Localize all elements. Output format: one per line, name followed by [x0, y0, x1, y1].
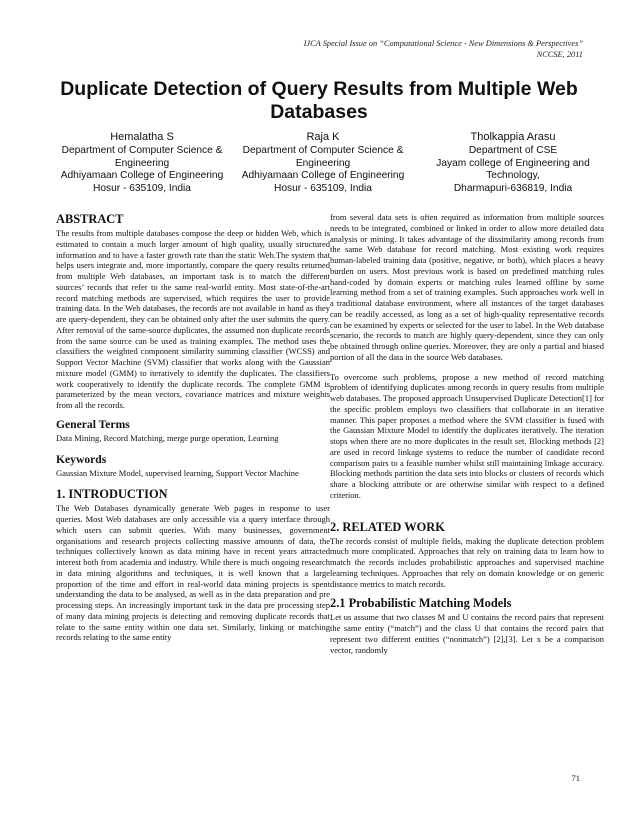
page-number: 71	[571, 773, 580, 783]
author-college: Adhiyamaan College of Engineering	[60, 170, 224, 182]
introduction-heading: 1. INTRODUCTION	[56, 487, 168, 502]
probabilistic-heading: 2.1 Probabilistic Matching Models	[330, 596, 512, 611]
conference-line: NCCSE, 2011	[536, 50, 583, 59]
body-paragraph-2: To overcome such problems, propose a new method of record matching problem of identifying duplicates among records in query results from multiple web databases. The proposed approach Unsupervised Duplicate Detection[1] for the specific problem employs two classifiers that collaborate in an iterative manner. This paper proposes a method where the SVM classifier is fused with the Gaussian Mixture Model to identify the duplicates iteratively. The iteration stops when there are no more duplicates in the result set. Blocking methods [2] are used in record linkage systems to reduce the number of candidate record comparison pairs to a feasible number whilst still maintaining linkage accuracy. Blocking methods partition the data sets into blocks or clusters of records which share a blocking attribute or are otherwise similar with respect to a defined criterion.	[330, 371, 604, 500]
paper-title: Duplicate Detection of Query Results from Multiple Web Databases	[60, 78, 578, 123]
journal-line: IJCA Special Issue on “Computational Science - New Dimensions & Perspectives”	[303, 39, 583, 48]
left-column	[56, 212, 330, 643]
author-location: Dharmapuri-636819, India	[453, 182, 573, 194]
abstract-text: The results from multiple databases compose the deep or hidden Web, which is estimated to contain a much larger amount of high quality, usually structured information and to have a faster growth rate than the static Web.The system that helps users integrate and, more importantly, compare the query results returned from multiple Web databases, an important task is to match the different sources’ records that refer to the same real-world entity. Most state-of-the-art record matching methods are supervised, which requires the user to provide training data. In the Web databases, the records are not available in hand as they are query-dependent, they can be obtained only after the user submits the query. After removal of the same-source duplicates, the assumed non duplicate records from the same source can be used as training examples. The method uses the classifiers the weighted component similarity summing classifier (WCSS) and Support Vector Machine (SVM) classifier that works along with the Gaussian mixture model (GMM) to iteratively to identify the duplicates. The classifiers work cooperatively to identify the duplicate records. The complete GMM is parameterized by the mean vectors, covariance matrices and mixture weights from all the records.	[56, 228, 330, 410]
author-name: Raja K	[306, 131, 340, 143]
general-terms-text: Data Mining, Record Matching, merge purge operation, Learning	[56, 432, 279, 443]
abstract-heading: ABSTRACT	[56, 212, 124, 226]
author-dept: Department of Computer Science & Engineering	[242, 145, 404, 169]
author-block	[52, 130, 592, 194]
author-name: Hemalatha S	[110, 131, 174, 143]
general-terms-heading: General Terms	[56, 417, 130, 431]
keywords-heading: Keywords	[56, 452, 107, 466]
keywords-text: Gaussian Mixture Model, supervised learning, Support Vector Machine	[56, 467, 299, 478]
body-paragraph-1: from several data sets is often required as information from multiple sources needs to be integrated, combined or linked in order to allow more detailed data analysis or mining. It takes advantage of the dissimilarity among records from the same Web database for record matching. Most existing work requires human-labeled training data (positive, negative, or both), which places a heavy burden on users. Most previous work is based on predefined matching rules hand-coded by domain experts or matching rules learned offline by some learning method from a set of training examples. Such approaches work well in a traditional database environment, where all instances of the target databases can be readily accessed, as long as a set of high-quality representative records can be examined by experts or selected for the user to label. In the Web database scenario, the records to match are highly query-dependent, since they can only be obtained through online queries. Moreover, they are only a partial and biased portion of all the data in the source Web databases.	[330, 212, 604, 362]
author-2	[230, 130, 416, 195]
probabilistic-text: Let us assume that two classes M and U contains the record pairs that represent the same entity (“match”) and the class U that contains the record pairs that represent two different entities (“nonmatch”) [2],[3]. Let x be a comparison vector, randomly	[330, 612, 604, 655]
author-dept: Department of Computer Science & Engineering	[61, 145, 223, 169]
related-work-text: The records consist of multiple fields, making the duplicate detection problem much more complicated. Approaches that rely on training data to learn how to match the records includes probabilistic approaches and supervised machine learning techniques. Approaches that rely on domain knowledge or on generic distance metrics to match records.	[330, 535, 604, 589]
author-1	[52, 130, 232, 195]
author-dept: Department of CSE	[468, 145, 558, 156]
author-name: Tholkappia Arasu	[470, 131, 556, 143]
author-3	[418, 130, 608, 195]
author-college: Jayam college of Engineering and Technology,	[436, 157, 590, 182]
introduction-text: The Web Databases dynamically generate Web pages in response to user queries. Most Web databases are only accessible via a query interface through which users can submit queries. With many businesses, government organisations and research projects collecting massive amounts of data, the techniques collectively known as data mining have in recent years attracted interest both from academia and industry. While there is much ongoing research in data mining algorithms and techniques, it is well known that a large proportion of the time and effort in real-world data mining projects is spent understanding the data to be analysed, as well as in the data preparation and pre processing steps. An increasingly important task in the data pre processing step of many data mining projects is detecting and removing duplicate records that relate to the same entity within one data set. Similarly, linking or matching records relating to the same entity	[56, 503, 330, 643]
related-work-heading: 2. RELATED WORK	[330, 519, 445, 534]
running-header	[304, 38, 583, 60]
author-college: Adhiyamaan College of Engineering	[241, 170, 405, 182]
author-location: Hosur - 635109, India	[274, 182, 372, 194]
right-column	[330, 212, 604, 655]
author-location: Hosur - 635109, India	[93, 182, 191, 194]
